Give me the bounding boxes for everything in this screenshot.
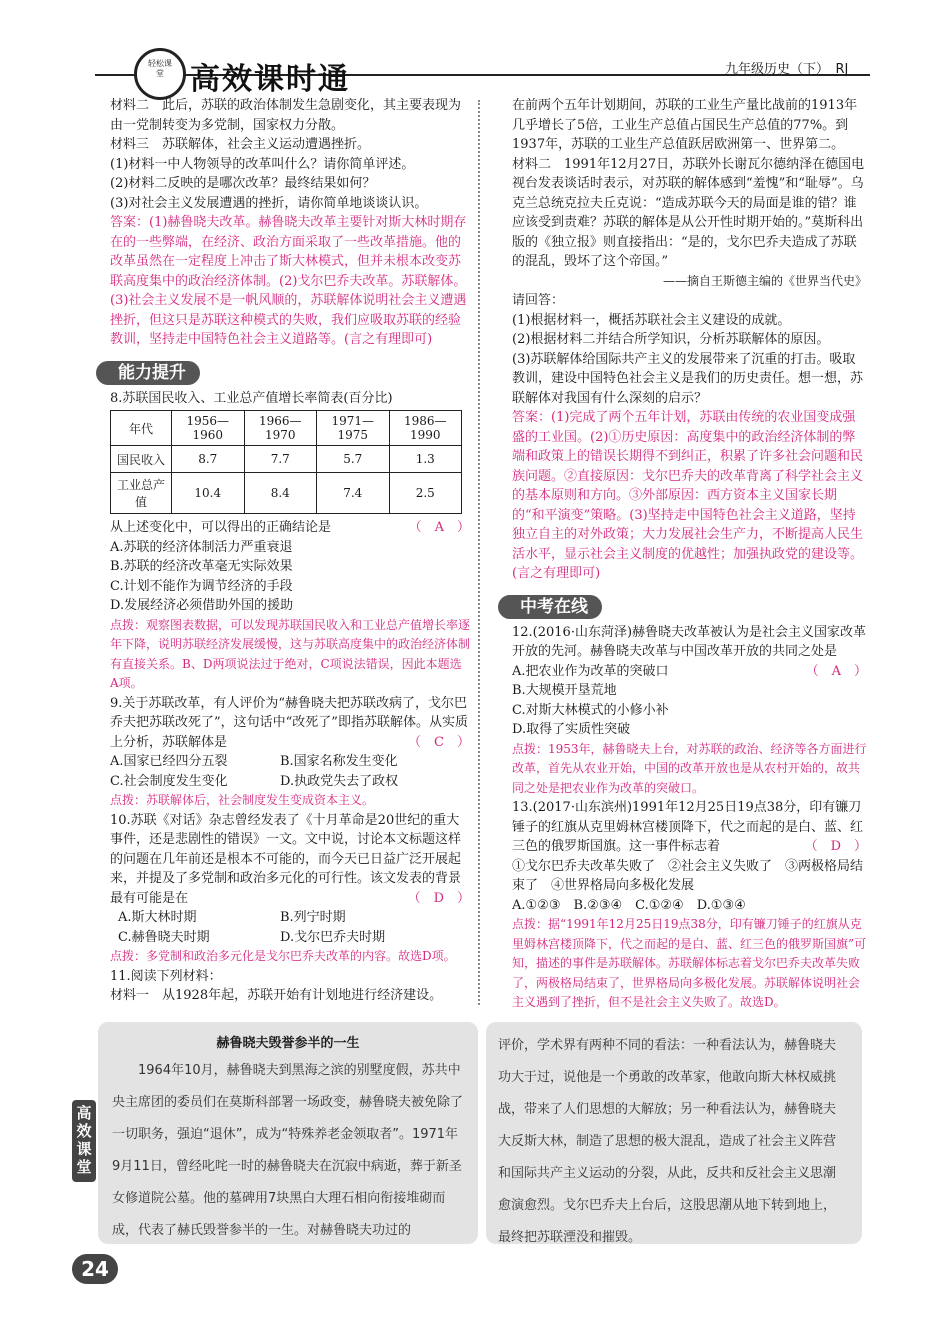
q13-stem-text: 13.(2017·山东滨州)1991年12月25日19点38分，印有镰刀锤子的红旗从克里姆林宫楼顶降下，代之而起的是白、蓝、红三色的俄罗斯国旗。这一事件标志着 — [512, 800, 864, 854]
q9-option: C.社会制度发生变化 — [110, 773, 228, 789]
question-1: (1)材料一中人物领导的改革叫什么？请你简单评述。 — [110, 156, 415, 172]
q9-option: A.国家已经四分五裂 — [110, 754, 228, 769]
q9-options-row — [110, 772, 470, 792]
material-2-right: 材料二 1991年12月27日，苏联外长谢瓦尔德纳泽在德国电视台发表谈话时表示，对苏联的解体感到“羞愧”和“耻辱”。乌克兰总统克拉夫丘克说：“造成苏联今天的局面是谁的错？谁应该受到责难？苏联的解体是从公开性时期开始的。”莫斯科出版的《独立报》则直接指出：“是的，戈尔巴乔夫造成了苏联的混乱，毁坏了这个帝国。” — [512, 156, 865, 269]
q13-answer: （ D ） — [804, 839, 867, 854]
material-1-continued: 在前两个五年计划期间，苏联的工业生产量比战前的1913年几乎增长了5倍，工业生产总值占国民生产总值的77%。到1937年，苏联的工业生产总值跃居欧洲第一、世界第二。 — [512, 98, 858, 152]
q11-answer: 答案：(1)完成了两个五年计划，苏联由传统的农业国变成强盛的工业国。(2)①历史原因：高度集中的政治经济体制的弊端和政策上的错误长期得不到纠正，积累了许多社会问题和民族问题。②直接原因：戈尔巴乔夫的改革背离了科学社会主义的基本原则和方向。③外部原因：西方资本主义国家长期的“和平演变”策略。(3)坚持走中国特色社会主义道路，坚持独立自主的对外政策；大力发展社会生产力，不断提高人民生活水平，显示社会主义制度的优越性；加强执政党的建设等。(言之有理即可) — [512, 410, 864, 581]
q10-stem — [110, 811, 470, 909]
material-2: 材料二 此后，苏联的政治体制发生急剧变化，其主要表现为由一党制转变为多党制，国家权力分散。 — [110, 98, 462, 133]
reading-box-right — [486, 1022, 862, 1244]
q8-tip: 点拨：观察图表数据，可以发现苏联国民收入和工业总产值增长率逐年下降，说明苏联经济发展缓慢，这与苏联高度集中的政治经济体制有直接关系。B、D两项说法过于绝对，C项说法错误，因此本题选A项。 — [110, 617, 471, 690]
table-cell: 7.4 — [317, 473, 390, 514]
reading-text-right: 评价，学术界有两种不同的看法：一种看法认为，赫鲁晓夫功大于过，说他是一个勇敢的改革家，他敢向斯大林权威挑战，带来了人们思想的大解放；另一种看法认为，赫鲁晓夫大反斯大林，制造了思想的极大混乱，造成了社会主义阵营和国际共产主义运动的分裂，从此，反共和反社会主义思潮愈演愈烈。戈尔巴乔夫上台后，这股思潮从地下转到地上，最终把苏联湮没和摧毁。 — [498, 1038, 837, 1245]
q10-option: B.列宁时期 — [280, 910, 346, 925]
q13-choices: A.①②③ B.②③④ C.①②④ D.①③④ — [512, 897, 746, 913]
answer-previous: 答案：(1)赫鲁晓夫改革。赫鲁晓夫改革主要针对斯大林时期存在的一些弊端，在经济、政治方面采取了一些改革措施。他的改革虽然在一定程度上冲击了斯大林模式，但并未根本改变苏联高度集中的政治经济体制。(2)戈尔巴乔夫改革。苏联解体。(3)社会主义发展不是一帆风顺的，苏联解体说明社会主义遭遇挫折，但这只是苏联这种模式的失败，我们应吸取苏联的经验教训，坚持走中国特色社会主义道路等。(言之有理即可) — [110, 215, 467, 347]
q10-options-row — [110, 908, 470, 928]
q10-tip: 点拨：多党制和政治多元化是戈尔巴乔夫改革的内容。故选D项。 — [110, 949, 456, 963]
section-exam-badge: 中考在线 — [498, 595, 602, 619]
right-column — [512, 96, 867, 1013]
reading-box-left — [98, 1022, 478, 1244]
q8-title: 8.苏联国民收入、工业总产值增长率简表(百分比) — [110, 390, 393, 406]
source-citation: ——摘自王斯德主编的《世界当代史》 — [662, 273, 867, 288]
side-tab: 高效课堂 — [72, 1100, 96, 1182]
table-cell: 国民收入 — [111, 446, 172, 473]
table-header-cell: 年代 — [111, 411, 172, 446]
ask-label: 请回答： — [512, 293, 565, 308]
material-3: 材料三 苏联解体，社会主义运动遭遇挫折。 — [110, 137, 371, 152]
logo-badge: 轻松课堂 — [148, 59, 172, 78]
q13-tip: 点拨：据“1991年12月25日19点38分，印有镰刀锤子的红旗从克里姆林宫楼顶降下，代之而起的是白、蓝、红三色的俄罗斯国旗”可知，描述的事件是苏联解体。苏联解体标志着戈尔巴乔夫改革失败了，两极格局结束了，世界格局向多极化发展。苏联解体说明社会主义遇到了挫折，但不是社会主义失败了。故选D。 — [512, 917, 867, 1009]
q9-answer: （ C ） — [408, 734, 470, 750]
column-divider — [478, 100, 480, 1005]
table-header-cell: 1971—1975 — [317, 411, 390, 446]
q8-answer: （ A ） — [408, 520, 470, 535]
table-header-cell: 1956—1960 — [172, 411, 245, 446]
q10-options-row — [110, 928, 470, 948]
q8-option: C.计划不能作为调节经济的手段 — [110, 578, 293, 594]
table-cell: 10.4 — [172, 473, 245, 514]
question-2: (2)材料二反映的是哪次改革？最终结果如何？ — [110, 176, 376, 191]
reading-text-left: 1964年10月，赫鲁晓夫到黑海之滨的别墅度假，苏共中央主席团的委员们在莫斯科部署一场政变，赫鲁晓夫被免除了一切职务，强迫“退休”，成为“特殊养老金领取者”。1971年9月11日，曾经叱咤一时的赫鲁晓夫在沉寂中病逝，葬于新圣女修道院公墓。他的墓碑用7块黑白大理石相向衔接堆砌而成，代表了赫氏毁誉参半的一生。对赫鲁晓夫功过的 — [112, 1063, 464, 1238]
q11-sub-1: (1)根据材料一，概括苏联社会主义建设的成就。 — [512, 312, 791, 328]
q13-statements: ①戈尔巴乔夫改革失败了 ②社会主义失败了 ③两极格局结束了 ④世界格局向多极化发展 — [512, 858, 864, 893]
growth-rate-table — [110, 410, 462, 514]
q9-tip: 点拨：苏联解体后，社会制度发生变成资本主义。 — [110, 793, 375, 807]
q11-sub-2: (2)根据材料二并结合所学知识，分析苏联解体的原因。 — [512, 332, 830, 347]
q12-option: D.取得了实质性突破 — [512, 722, 631, 737]
alarm-clock-logo-icon — [134, 48, 186, 100]
q12-tip: 点拨：1953年，赫鲁晓夫上台，对苏联的政治、经济等各方面进行改革，首先从农业开始，中国的改革开放也是从农村开始的，故共同之处是把农业作为改革的突破口。 — [512, 741, 867, 795]
q10-option: A.斯大林时期 — [118, 910, 197, 925]
q11-material-1: 材料一 从1928年起，苏联开始有计划地进行经济建设。 — [110, 988, 443, 1003]
q8-stem-text: 从上述变化中，可以得出的正确结论是 — [110, 520, 332, 535]
table-header-cell: 1986—1990 — [389, 411, 462, 446]
q11-stem: 11.阅读下列材料： — [110, 968, 222, 984]
q12-option: C.对斯大林模式的小修小补 — [512, 702, 669, 718]
table-row — [111, 473, 462, 514]
table-cell: 5.7 — [317, 446, 390, 473]
table-header-cell: 1966—1970 — [244, 411, 317, 446]
page-number: 24 — [72, 1254, 118, 1284]
question-3: (3)对社会主义发展遭遇的挫折，请你简单地谈谈认识。 — [110, 195, 428, 211]
q13-stem — [512, 798, 867, 857]
table-header-row — [111, 411, 462, 446]
q8-option: B.苏联的经济改革毫无实际效果 — [110, 559, 293, 574]
table-cell: 7.7 — [244, 446, 317, 473]
q10-answer: （ D ） — [407, 890, 470, 906]
table-row — [111, 446, 462, 473]
q11-sub-3: (3)苏联解体给国际共产主义的发展带来了沉重的打击。吸取教训，建设中国特色社会主义是我们的历史责任。想一想，苏联解体对我国有什么深刻的启示？ — [512, 351, 864, 406]
table-cell: 8.7 — [172, 446, 245, 473]
q8-option: A.苏联的经济体制活力严重衰退 — [110, 539, 293, 555]
q9-option: B.国家名称发生变化 — [280, 754, 398, 769]
q12-stem-text: 12.(2016·山东菏泽)赫鲁晓夫改革被认为是社会主义国家改革开放的先河。赫鲁晓夫改革与中国改革开放的共同之处是 — [512, 624, 867, 659]
brand-title: 高效课时通 — [190, 62, 350, 97]
q10-option: D.戈尔巴乔夫时期 — [280, 929, 386, 945]
q12-option: A.把农业作为改革的突破口 — [512, 663, 669, 679]
q12-option: B.大规模开垦荒地 — [512, 683, 617, 698]
q9-options-row — [110, 752, 470, 772]
left-column — [110, 96, 470, 1006]
table-cell: 1.3 — [389, 446, 462, 473]
subject-label: 九年级历史（下） RJ — [725, 62, 849, 77]
q10-stem-text: 10.苏联《对话》杂志曾经发表了《十月革命是20世纪的重大事件，还是悲剧性的错误》一文。文中说，讨论本文标题这样的问题在几年前还是根本不可能的，而今天已日益广泛开展起来，并提及了多党制和政治多元化的可行性。该文发表的背景最有可能是在 — [110, 812, 462, 906]
reading-title: 赫鲁晓夫毁誉参半的一生 — [216, 1036, 360, 1051]
table-cell: 2.5 — [389, 473, 462, 514]
q9-stem — [110, 694, 470, 753]
q12-answer: （ A ） — [805, 663, 867, 679]
q9-stem-text: 9.关于苏联改革，有人评价为“赫鲁晓夫把苏联改病了，戈尔巴乔夫把苏联改死了”，这句话中“改死了”即指苏联解体。从实质上分析，苏联解体是 — [110, 695, 468, 750]
q10-option: C.赫鲁晓夫时期 — [118, 929, 210, 945]
q8-option: D.发展经济必须借助外国的援助 — [110, 598, 294, 613]
table-cell: 工业总产值 — [111, 473, 172, 514]
table-cell: 8.4 — [244, 473, 317, 514]
q8-stem — [110, 518, 470, 538]
q9-option: D.执政党失去了政权 — [280, 773, 399, 789]
section-ability-badge: 能力提升 — [96, 361, 200, 385]
